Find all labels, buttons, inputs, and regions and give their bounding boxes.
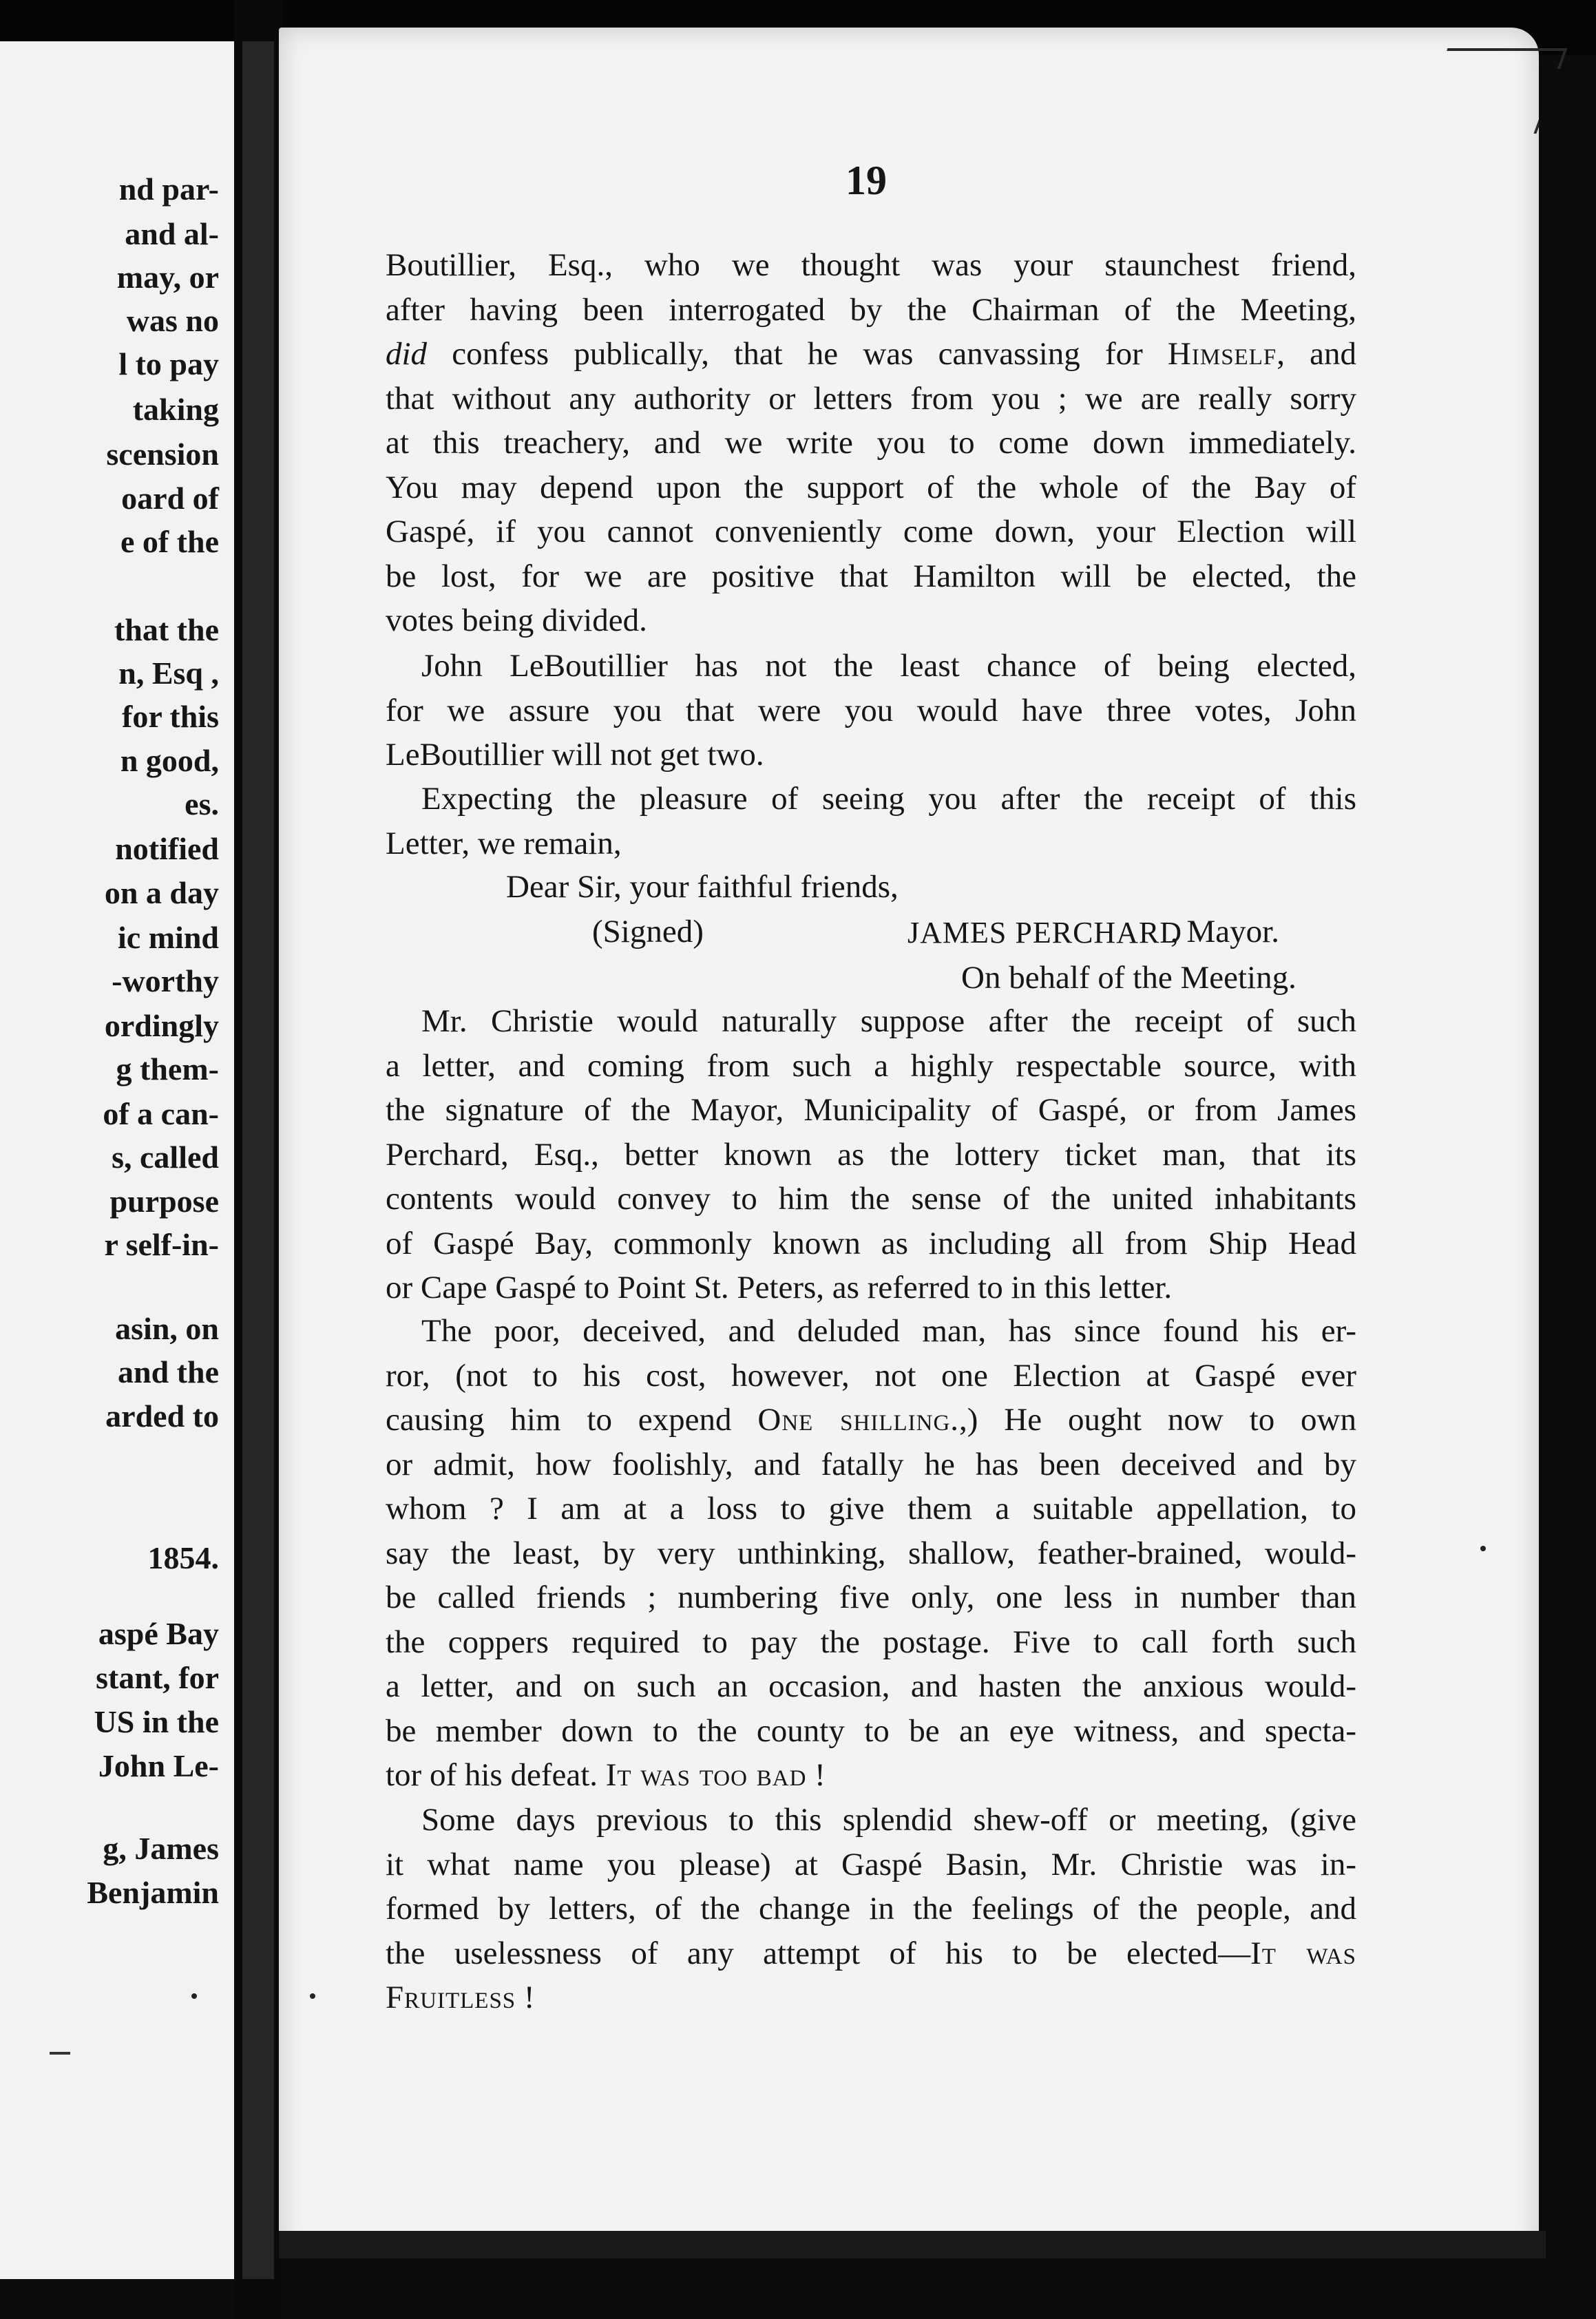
text-line: votes being divided. [386, 602, 647, 638]
page-speck [1480, 1546, 1486, 1551]
fragment-line: was no [126, 303, 219, 338]
text-line: formed by letters, of the change in the feelings of the people, and [386, 1891, 1356, 1927]
text-line: tor of his defeat. It was too bad ! [386, 1757, 826, 1793]
text-line: Mr. Christie would naturally suppose after the receipt of such [421, 1003, 1356, 1039]
text-line: or admit, how foolishly, and fatally he has been deceived and by [386, 1446, 1356, 1482]
fragment-line: e of the [120, 524, 219, 559]
fragment-line: l to pay [118, 346, 219, 381]
fragment-line: and the [118, 1354, 219, 1389]
text-line: at this treachery, and we write you to come down immediately. [386, 425, 1356, 461]
fragment-line: taking [132, 392, 219, 427]
fragment-line: n good, [120, 743, 219, 778]
text-line: say the least, by very unthinking, shallow, feather-brained, would- [386, 1535, 1356, 1571]
closing-line: Dear Sir, your faithful friends, [506, 869, 899, 905]
fragment-line: and al- [125, 216, 219, 251]
text-line: You may depend upon the support of the whole of the Bay of [386, 469, 1356, 505]
page-speck [310, 1993, 315, 1999]
text-line: Expecting the pleasure of seeing you after the receipt of this [421, 781, 1356, 817]
fragment-line: on a day [104, 875, 219, 910]
text-line: that without any authority or letters from you ; we are really sorry [386, 380, 1356, 417]
signed-label: (Signed) [592, 914, 704, 949]
fragment-line: -worthy [112, 963, 219, 998]
text-line: John LeBoutillier has not the least chance of being elected, [421, 648, 1356, 684]
text-line: the signature of the Mayor, Municipality of Gaspé, or from James [386, 1092, 1356, 1128]
fragment-line: scension [106, 437, 219, 472]
text-line: Gaspé, if you cannot conveniently come down, your Election will [386, 514, 1356, 549]
text-line: be called friends ; numbering five only, one less in number than [386, 1580, 1356, 1615]
fragment-line: of a can- [103, 1096, 219, 1131]
text-line: it what name you please) at Gaspé Basin, Mr. Christie was in- [386, 1846, 1356, 1882]
text-line: be member down to the county to be an eye witness, and specta- [386, 1712, 1356, 1749]
text-line: Some days previous to this splendid shew-off or meeting, (give [421, 1802, 1356, 1838]
fragment-line: n, Esq , [118, 655, 219, 691]
text-line: of Gaspé Bay, commonly known as including all from Ship Head [386, 1225, 1356, 1261]
text-line: contents would convey to him the sense of the united inhabitants [386, 1181, 1356, 1217]
text-line: whom ? I am at a loss to give them a suitable appellation, to [386, 1491, 1356, 1526]
fragment-line: r self-in- [104, 1227, 219, 1262]
fragment-line: g them- [116, 1051, 219, 1087]
text-line: causing him to expend One shilling.,) He ought now to own [386, 1402, 1356, 1438]
fragment-line: that the [114, 612, 219, 647]
fragment-line: 1854. [147, 1540, 219, 1575]
fragment-line: John Le- [98, 1748, 219, 1783]
fragment-line: s, called [112, 1140, 219, 1175]
page-mark [50, 2052, 70, 2055]
page-speck [191, 1993, 197, 1999]
scan-bottom-edge [279, 2231, 1546, 2258]
fragment-line: for this [122, 699, 219, 734]
fragment-line: stant, for [96, 1660, 219, 1695]
fragment-line: g, James [103, 1831, 219, 1866]
fragment-line: notified [115, 831, 219, 866]
fragment-line: nd par- [118, 171, 219, 207]
fragment-line: aspé Bay [98, 1616, 219, 1651]
text-line: Perchard, Esq., better known as the lottery ticket man, that its [386, 1136, 1356, 1173]
book-gutter-inner [242, 41, 274, 2279]
text-line: LeBoutillier will not get two. [386, 737, 764, 773]
scan-right-edge [1539, 69, 1596, 2258]
fragment-line: Benjamin [87, 1875, 219, 1910]
text-line: be lost, for we are positive that Hamilton will be elected, the [386, 558, 1356, 594]
text-line: the uselessness of any attempt of his to be elected—It was [386, 1935, 1356, 1971]
text-line: the coppers required to pay the postage. Five to call forth such [386, 1624, 1356, 1660]
page-number: 19 [846, 158, 887, 203]
text-line: Fruitless ! [386, 1980, 535, 2015]
signatory-title: , Mayor. [1170, 914, 1279, 949]
on-behalf-line: On behalf of the Meeting. [961, 960, 1296, 996]
text-line: The poor, deceived, and deluded man, has since found his er- [421, 1313, 1356, 1349]
text-line: Boutillier, Esq., who we thought was your staunchest friend, [386, 247, 1356, 283]
text-line: after having been interrogated by the Chairman of the Meeting, [386, 291, 1356, 328]
fragment-line: asin, on [115, 1311, 219, 1346]
fragment-line: US in the [94, 1704, 219, 1739]
text-line: for we assure you that were you would have three votes, John [386, 692, 1356, 728]
fragment-line: arded to [105, 1398, 219, 1434]
fragment-line: may, or [116, 260, 219, 295]
fragment-line: purpose [109, 1184, 219, 1219]
text-line: or Cape Gaspé to Point St. Peters, as referred to in this letter. [386, 1270, 1173, 1305]
fragment-line: ic mind [118, 920, 219, 955]
text-line: did confess publically, that he was canvassing for Himself, and [386, 336, 1356, 372]
fragment-line: es. [185, 786, 219, 821]
text-line: a letter, and on such an occasion, and hasten the anxious would- [386, 1668, 1356, 1704]
text-line: a letter, and coming from such a highly respectable source, with [386, 1047, 1356, 1084]
text-line: ror, (not to his cost, however, not one Election at Gaspé ever [386, 1357, 1356, 1394]
fragment-line: ordingly [104, 1008, 219, 1043]
previous-page-fragment [0, 41, 234, 2279]
signatory-name: JAMES PERCHARD [907, 916, 1183, 949]
fragment-line: oard of [121, 481, 219, 516]
text-line: Letter, we remain, [386, 825, 622, 861]
